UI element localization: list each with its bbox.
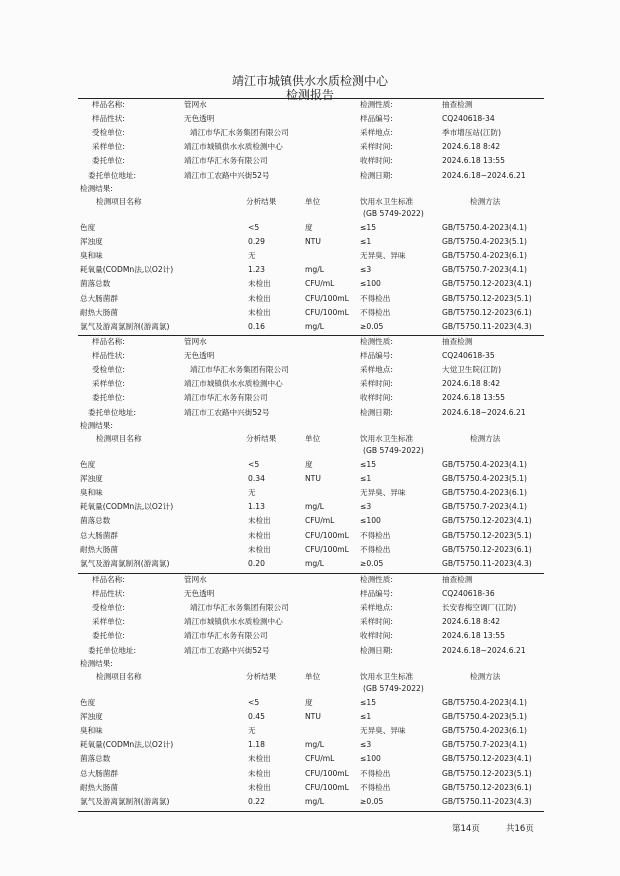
item-method: GB/T5750.4-2023(6.1)	[442, 488, 527, 498]
test-date-value: 2024.6.18~2024.6.21	[442, 407, 526, 417]
item-name: 臭和味	[80, 251, 103, 261]
col-unit: 单位	[305, 434, 321, 443]
item-unit: CFU/100mL	[305, 768, 349, 778]
item-method: GB/T5750.12-2023(4.1)	[442, 279, 532, 289]
item-result: 未检出	[248, 768, 271, 778]
item-result: 1.13	[248, 502, 265, 512]
item-method: GB/T5750.4-2023(4.1)	[442, 698, 527, 707]
item-method: GB/T5750.4-2023(5.1)	[442, 474, 527, 484]
item-name: 臭和味	[80, 488, 103, 498]
results-heading: 检测结果:	[80, 421, 113, 430]
client-unit-value: 靖江市华汇水务有限公司	[184, 631, 268, 641]
item-method: GB/T5750.4-2023(6.1)	[442, 251, 527, 261]
sampling-unit-label: 采样单位:	[92, 617, 125, 627]
client-address-value: 靖江市工农路中兴街52号	[184, 645, 270, 655]
item-standard: 无异臭、异味	[360, 726, 406, 736]
sample-property-value: 无色透明	[184, 114, 215, 124]
item-name: 耐热大肠菌	[80, 782, 118, 792]
sample-property-label: 样品性状:	[92, 114, 125, 124]
item-name: 菌落总数	[80, 754, 111, 764]
item-standard: ≤1	[360, 474, 372, 484]
item-method: GB/T5750.12-2023(5.1)	[442, 293, 532, 303]
item-method: GB/T5750.4-2023(5.1)	[442, 237, 527, 247]
test-date-label: 检测日期:	[360, 170, 393, 180]
item-method: GB/T5750.12-2023(5.1)	[442, 530, 532, 540]
receive-time-value: 2024.6.18 13:55	[442, 631, 505, 641]
client-unit-label: 委托单位:	[92, 156, 125, 166]
page-number: 第14页	[452, 824, 480, 834]
sample-property-label: 样品性状:	[92, 351, 125, 361]
col-standard-ref: (GB 5749-2022)	[363, 446, 424, 455]
col-unit: 单位	[305, 197, 321, 206]
item-method: GB/T5750.12-2023(6.1)	[442, 782, 532, 792]
item-standard: ≤15	[360, 698, 377, 707]
client-address-value: 靖江市工农路中兴街52号	[184, 170, 270, 180]
item-name: 菌落总数	[80, 516, 111, 526]
item-name: 色度	[80, 460, 96, 469]
test-date-label: 检测日期:	[360, 407, 393, 417]
item-standard: 不得检出	[360, 530, 391, 540]
client-unit-label: 委托单位:	[92, 393, 125, 403]
test-date-value: 2024.6.18~2024.6.21	[442, 645, 526, 655]
item-name: 色度	[80, 223, 96, 232]
section-rule	[78, 335, 544, 336]
col-method: 检测方法	[470, 672, 501, 681]
sample-number-value: CQ240618-36	[442, 589, 495, 599]
col-item-name: 检测项目名称	[96, 672, 142, 681]
receive-time-label: 收样时间:	[360, 393, 393, 403]
item-name: 浑浊度	[80, 712, 103, 722]
sample-number-label: 样品编号:	[360, 589, 393, 599]
test-date-label: 检测日期:	[360, 645, 393, 655]
item-unit: mg/L	[305, 502, 325, 512]
item-result: 未检出	[248, 293, 271, 303]
item-standard: ≤3	[360, 265, 372, 275]
col-item-name: 检测项目名称	[96, 434, 142, 443]
item-standard: 不得检出	[360, 544, 391, 554]
client-address-label: 委托单位地址:	[88, 170, 137, 180]
col-standard: 饮用水卫生标准	[360, 672, 414, 681]
item-unit: mg/L	[305, 321, 325, 331]
item-method: GB/T5750.11-2023(4.3)	[442, 321, 532, 331]
receive-time-value: 2024.6.18 13:55	[442, 156, 505, 166]
item-result: 0.45	[248, 712, 265, 722]
item-result: 0.20	[248, 558, 265, 568]
item-result: 1.18	[248, 740, 265, 750]
sampling-site-value: 季市增压站(江防)	[442, 128, 502, 138]
sampling-unit-value: 靖江市城镇供水水质检测中心	[184, 617, 283, 627]
client-address-label: 委托单位地址:	[88, 407, 137, 417]
sampling-site-label: 采样地点:	[360, 128, 393, 138]
item-unit: CFU/100mL	[305, 293, 349, 303]
section-rule	[78, 811, 544, 812]
item-standard: ≤100	[360, 279, 381, 289]
item-method: GB/T5750.11-2023(4.3)	[442, 796, 532, 806]
item-result: 1.23	[248, 265, 265, 275]
sampling-time-value: 2024.6.18 8:42	[442, 142, 501, 152]
item-standard: ≤100	[360, 754, 381, 764]
item-method: GB/T5750.4-2023(4.1)	[442, 460, 527, 469]
test-nature-label: 检测性质:	[360, 100, 393, 109]
item-name: 氯气及游离氯制剂(游离氯)	[80, 796, 170, 806]
entrusted-unit-value: 靖江市华汇水务集团有限公司	[190, 603, 289, 613]
item-result: 未检出	[248, 544, 271, 554]
item-standard: 不得检出	[360, 768, 391, 778]
item-method: GB/T5750.11-2023(4.3)	[442, 558, 532, 568]
sample-number-label: 样品编号:	[360, 351, 393, 361]
item-unit: CFU/100mL	[305, 544, 349, 554]
test-nature-label: 检测性质:	[360, 337, 393, 346]
col-method: 检测方法	[470, 434, 501, 443]
item-name: 浑浊度	[80, 474, 103, 484]
client-address-value: 靖江市工农路中兴街52号	[184, 407, 270, 417]
report-subtitle: 检测报告	[285, 88, 334, 102]
item-unit: CFU/mL	[305, 754, 335, 764]
sampling-time-label: 采样时间:	[360, 142, 393, 152]
sample-name-value: 管网水	[184, 100, 207, 109]
item-result: 0.16	[248, 321, 265, 331]
item-result: <5	[248, 698, 260, 707]
item-name: 色度	[80, 698, 96, 707]
item-standard: 不得检出	[360, 782, 391, 792]
entrusted-unit-value: 靖江市华汇水务集团有限公司	[190, 128, 289, 138]
receive-time-label: 收样时间:	[360, 631, 393, 641]
col-standard: 饮用水卫生标准	[360, 434, 414, 443]
col-unit: 单位	[305, 672, 321, 681]
item-unit: NTU	[305, 237, 321, 247]
item-unit: 度	[305, 698, 313, 707]
item-result: 未检出	[248, 307, 271, 317]
item-method: GB/T5750.4-2023(5.1)	[442, 712, 527, 722]
col-item-name: 检测项目名称	[96, 197, 142, 206]
item-standard: 无异臭、异味	[360, 488, 406, 498]
item-result: 未检出	[248, 782, 271, 792]
item-standard: 不得检出	[360, 307, 391, 317]
item-name: 总大肠菌群	[80, 768, 118, 778]
item-unit: CFU/mL	[305, 279, 335, 289]
item-method: GB/T5750.7-2023(4.1)	[442, 502, 527, 512]
item-method: GB/T5750.12-2023(4.1)	[442, 516, 532, 526]
item-unit: CFU/100mL	[305, 307, 349, 317]
sampling-unit-value: 靖江市城镇供水水质检测中心	[184, 142, 283, 152]
test-nature-value: 抽查检测	[442, 337, 473, 346]
test-nature-value: 抽查检测	[442, 575, 473, 584]
sample-name-label: 样品名称:	[92, 100, 125, 109]
client-unit-value: 靖江市华汇水务有限公司	[184, 393, 268, 403]
col-standard-ref: (GB 5749-2022)	[363, 209, 424, 218]
item-method: GB/T5750.12-2023(6.1)	[442, 544, 532, 554]
item-unit: mg/L	[305, 265, 325, 275]
item-unit: mg/L	[305, 558, 325, 568]
item-method: GB/T5750.7-2023(4.1)	[442, 265, 527, 275]
entrusted-unit-label: 受检单位:	[92, 603, 125, 613]
item-standard: ≥0.05	[360, 558, 384, 568]
item-method: GB/T5750.12-2023(4.1)	[442, 754, 532, 764]
item-unit: NTU	[305, 712, 321, 722]
sampling-time-value: 2024.6.18 8:42	[442, 379, 501, 389]
item-unit: NTU	[305, 474, 321, 484]
item-unit: mg/L	[305, 796, 325, 806]
test-nature-value: 抽查检测	[442, 100, 473, 109]
item-result: <5	[248, 223, 260, 232]
col-result: 分析结果	[246, 672, 277, 681]
item-name: 耗氧量(CODMn法,以O2计)	[80, 740, 174, 750]
item-result: 未检出	[248, 754, 271, 764]
sampling-unit-label: 采样单位:	[92, 142, 125, 152]
client-address-label: 委托单位地址:	[88, 645, 137, 655]
item-standard: 不得检出	[360, 293, 391, 303]
item-method: GB/T5750.4-2023(4.1)	[442, 223, 527, 232]
item-result: 未检出	[248, 530, 271, 540]
test-date-value: 2024.6.18~2024.6.21	[442, 170, 526, 180]
col-standard-ref: (GB 5749-2022)	[363, 684, 424, 693]
item-name: 总大肠菌群	[80, 293, 118, 303]
item-unit: 度	[305, 223, 313, 232]
receive-time-label: 收样时间:	[360, 156, 393, 166]
client-unit-label: 委托单位:	[92, 631, 125, 641]
item-name: 浑浊度	[80, 237, 103, 247]
sampling-site-value: 大觉卫生院(江防)	[442, 365, 502, 375]
item-result: <5	[248, 460, 260, 469]
item-result: 无	[248, 251, 256, 261]
sampling-site-label: 采样地点:	[360, 365, 393, 375]
item-name: 臭和味	[80, 726, 103, 736]
item-standard: ≤15	[360, 223, 377, 232]
item-unit: CFU/100mL	[305, 530, 349, 540]
item-method: GB/T5750.12-2023(5.1)	[442, 768, 532, 778]
sample-number-value: CQ240618-35	[442, 351, 495, 361]
item-method: GB/T5750.12-2023(6.1)	[442, 307, 532, 317]
section-rule	[78, 573, 544, 574]
col-method: 检测方法	[470, 197, 501, 206]
item-unit: CFU/mL	[305, 516, 335, 526]
item-result: 0.29	[248, 237, 265, 247]
item-name: 耐热大肠菌	[80, 544, 118, 554]
item-standard: ≤1	[360, 237, 372, 247]
item-standard: ≤3	[360, 740, 372, 750]
page-total: 共16页	[506, 824, 534, 834]
item-name: 耗氧量(CODMn法,以O2计)	[80, 265, 174, 275]
item-standard: 无异臭、异味	[360, 251, 406, 261]
report-title: 靖江市城镇供水水质检测中心	[231, 74, 388, 88]
item-name: 耗氧量(CODMn法,以O2计)	[80, 502, 174, 512]
item-unit: CFU/100mL	[305, 782, 349, 792]
item-result: 0.22	[248, 796, 265, 806]
sampling-unit-value: 靖江市城镇供水水质检测中心	[184, 379, 283, 389]
sampling-time-value: 2024.6.18 8:42	[442, 617, 501, 627]
item-standard: ≤15	[360, 460, 377, 469]
col-result: 分析结果	[246, 434, 277, 443]
item-unit: mg/L	[305, 740, 325, 750]
item-standard: ≥0.05	[360, 321, 384, 331]
client-unit-value: 靖江市华汇水务有限公司	[184, 156, 268, 166]
sample-name-label: 样品名称:	[92, 575, 125, 584]
item-name: 氯气及游离氯制剂(游离氯)	[80, 321, 170, 331]
item-unit: 度	[305, 460, 313, 469]
test-nature-label: 检测性质:	[360, 575, 393, 584]
sampling-time-label: 采样时间:	[360, 379, 393, 389]
item-name: 菌落总数	[80, 279, 111, 289]
receive-time-value: 2024.6.18 13:55	[442, 393, 505, 403]
col-result: 分析结果	[246, 197, 277, 206]
item-result: 无	[248, 726, 256, 736]
item-result: 未检出	[248, 516, 271, 526]
item-name: 氯气及游离氯制剂(游离氯)	[80, 558, 170, 568]
sampling-site-label: 采样地点:	[360, 603, 393, 613]
sample-property-label: 样品性状:	[92, 589, 125, 599]
item-method: GB/T5750.4-2023(6.1)	[442, 726, 527, 736]
item-result: 无	[248, 488, 256, 498]
item-method: GB/T5750.7-2023(4.1)	[442, 740, 527, 750]
sampling-site-value: 长安春梅空调厂(江防)	[442, 603, 517, 613]
sample-name-value: 管网水	[184, 337, 207, 346]
results-heading: 检测结果:	[80, 184, 113, 193]
sample-number-label: 样品编号:	[360, 114, 393, 124]
item-name: 耐热大肠菌	[80, 307, 118, 317]
item-standard: ≥0.05	[360, 796, 384, 806]
sampling-unit-label: 采样单位:	[92, 379, 125, 389]
entrusted-unit-label: 受检单位:	[92, 128, 125, 138]
sampling-time-label: 采样时间:	[360, 617, 393, 627]
results-heading: 检测结果:	[80, 659, 113, 668]
item-result: 未检出	[248, 279, 271, 289]
item-standard: ≤100	[360, 516, 381, 526]
entrusted-unit-label: 受检单位:	[92, 365, 125, 375]
item-standard: ≤3	[360, 502, 372, 512]
section-rule	[78, 98, 544, 99]
entrusted-unit-value: 靖江市华汇水务集团有限公司	[190, 365, 289, 375]
sample-name-value: 管网水	[184, 575, 207, 584]
item-standard: ≤1	[360, 712, 372, 722]
sample-property-value: 无色透明	[184, 589, 215, 599]
sample-number-value: CQ240618-34	[442, 114, 495, 124]
sample-property-value: 无色透明	[184, 351, 215, 361]
item-name: 总大肠菌群	[80, 530, 118, 540]
sample-name-label: 样品名称:	[92, 337, 125, 346]
item-result: 0.34	[248, 474, 265, 484]
col-standard: 饮用水卫生标准	[360, 197, 414, 206]
